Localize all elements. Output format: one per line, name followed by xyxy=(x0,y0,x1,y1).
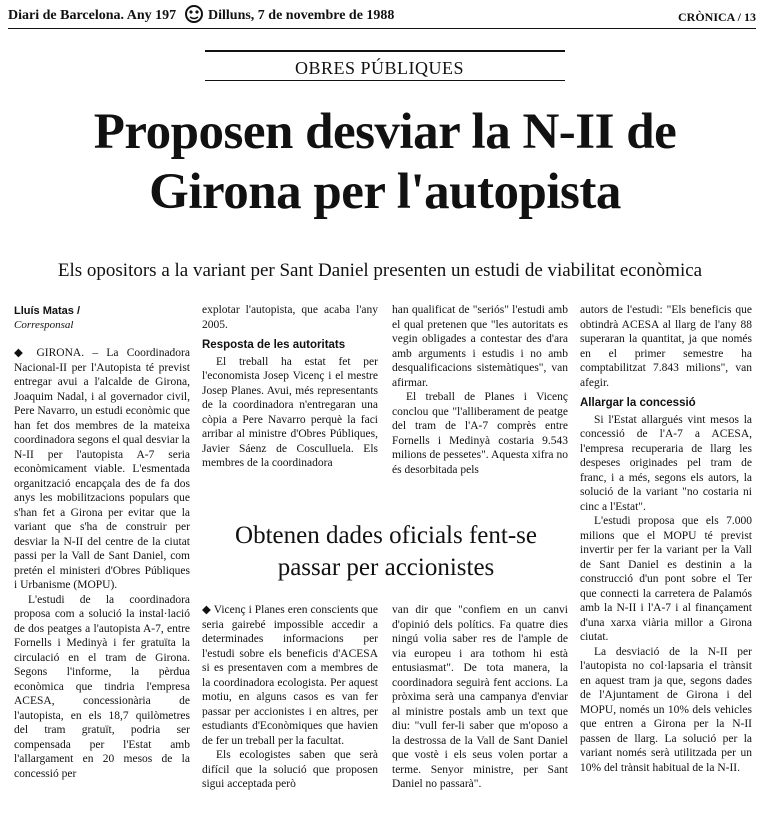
paragraph: ◆ GIRONA. – La Coordinadora Nacional-II per l'Autopista té previst entregar avui a l'alcalde de Girona, Joaquim Nadal, i al governador civil, Pere Navarro, un estudi econòmic que han fet dos membres de la mateixa coordinadora segons el qual desviar la N-II per l'autopista A-7 seria econòmicament viable. L'esmentada organització encapçala des de fa dos anys les mobilitzacions populars que s'han fet a Girona per evitar que la variant que s'ha de construir per desviar la N-II del centre de la ciutat passi per la Vall de Sant Daniel, com pretén el ministeri d'Obres Públiques i Urbanisme (MOPU). xyxy=(14,347,190,591)
article-column-2 xyxy=(202,303,378,471)
paragraph: El treball ha estat fet per l'economista Josep Vicenç i el mestre Josep Planes. Avui, més representants de la coordinadora n'entregaran una còpia a Pere Navarro perquè la faci arribar al ministre d'Obres Públiques, Javier Sáenz de Cosculluela. Els membres de la coordinadora xyxy=(202,355,378,469)
byline-role: Corresponsal xyxy=(14,319,74,331)
article-column-4 xyxy=(580,303,752,775)
section-page: CRÒNICA / 13 xyxy=(677,10,756,24)
paragraph: autors de l'estudi: "Els beneficis que obtindrà ACESA al llarg de l'any 88 superaran la quantitat, ja que només en el primer semestre ha comptabilitzat 7.843 milions", van afegir. xyxy=(580,304,752,389)
kicker-rule xyxy=(205,50,565,52)
newspaper-logo-icon xyxy=(184,4,204,24)
paragraph: La desviació de la N-II per l'autopista no col·lapsaria el trànsit en aquest tram ja que, segons dades de l'Ajuntament de Girona i del MOPU, només un 10% dels vehicles que entren a Girona per la N-II passen de llarg. La solució per la variant només serà utilitzada per un 10% del trànsit habitual de la N-II. xyxy=(580,645,752,774)
paragraph: ◆ Vicenç i Planes eren conscients que seria gairebé impossible accedir a determinades informacions per l'estudi sobre els beneficis d'ACESA si es presentaven com a membres de la coordinadora ecologista. Per aquest motiu, en alguns casos es van fer passar per accionistes i en altres, per estudiants d'Econòmiques que havien de fer un treball per la facultat. xyxy=(202,604,378,747)
paragraph: El treball de Planes i Vicenç conclou que "l'alliberament de peatge del tram de l'A-7 comprès entre Fornells i Medinyà costaria 9.543 milions de pessetes". Aquesta xifra no és desorbitada pels xyxy=(392,391,568,476)
masthead xyxy=(8,6,756,29)
section-heading: Allargar la concessió xyxy=(580,397,696,409)
paragraph: explotar l'autopista, que acaba l'any 2005. xyxy=(202,304,378,331)
issue-date: Dilluns, 7 de novembre de 1988 xyxy=(208,8,395,23)
paragraph: Els ecologistes saben que serà difícil que la solució que proposen sigui acceptada però xyxy=(202,749,378,790)
paragraph: L'estudi de la coordinadora proposa com a solució la instal·lació de dos peatges a l'autopista A-7, entre Fornells i Medinyà i fer gratuïta la circulació en el tram de Girona. Segons l'informe, la pèrdua econòmica que tindria l'empresa ACESA, concessionària de l'autopista, en els 18,7 quilòmetres del tram gratuït, podria ser compensada per l'Estat amb l'allargament en 20 mesos de la concessió per xyxy=(14,593,190,780)
subheadline: Els opositors a la variant per Sant Daniel presenten un estudi de viabilitat econòmica xyxy=(57,260,703,281)
section-heading: Resposta de les autoritats xyxy=(202,339,346,351)
byline-author: Lluís Matas / xyxy=(14,305,81,317)
paragraph: van dir que "confiem en un canvi d'opinió dels polítics. Fa quatre dies ningú volia saber res de l'ample de via europeu i ara tothom hi està entusiasmat". De tota manera, la coordinadora seguirà fent accions. La pròxima serà una campanya d'enviar al ministre postals amb un text que diu: "vull fer-li saber que m'oposo a la destrossa de la Vall de Sant Daniel que vostè i els seus volen portar a terme. Senyor ministre, per Sant Daniel no passarà". xyxy=(392,604,568,790)
article-column-3 xyxy=(392,303,568,477)
newspaper-name: Diari de Barcelona. Any 197 xyxy=(8,8,177,23)
article-column-1 xyxy=(14,346,190,781)
kicker-rule xyxy=(205,80,565,81)
paragraph: han qualificat de "seriós" l'estudi amb el qual pretenen que "les autoritats es vegin obligades a contestar des d'ara amb arguments i estudis i no amb desqualificacions sistemàtiques", van afirmar. xyxy=(392,304,568,389)
paragraph: L'estudi proposa que els 7.000 milions que el MOPU té previst invertir per fer la variant per la Vall de Sant Daniel es destinin a la construcció d'un pont sobre el Ter que connecti la carretera de Palamós amb la N-II i l'A-7 i al finançament d'una xarxa viària millor a Girona ciutat. xyxy=(580,515,752,643)
sidebar-column-2 xyxy=(392,603,568,792)
paragraph: Si l'Estat allargués vint mesos la concessió de l'A-7 a ACESA, l'empresa recuperaria de llarg les despeses originades pel tram de franc, i a més, segons els autors, la solució de la variant "no costaria ni cinc a l'Estat". xyxy=(580,413,752,513)
sidebar-headline: Obtenen dades oficials fent-se passar per accionistes xyxy=(235,522,537,581)
sidebar-column-1 xyxy=(202,603,378,792)
headline: Proposen desviar la N-II de Girona per l'autopista xyxy=(93,104,677,220)
kicker: OBRES PÚBLIQUES xyxy=(295,58,465,78)
